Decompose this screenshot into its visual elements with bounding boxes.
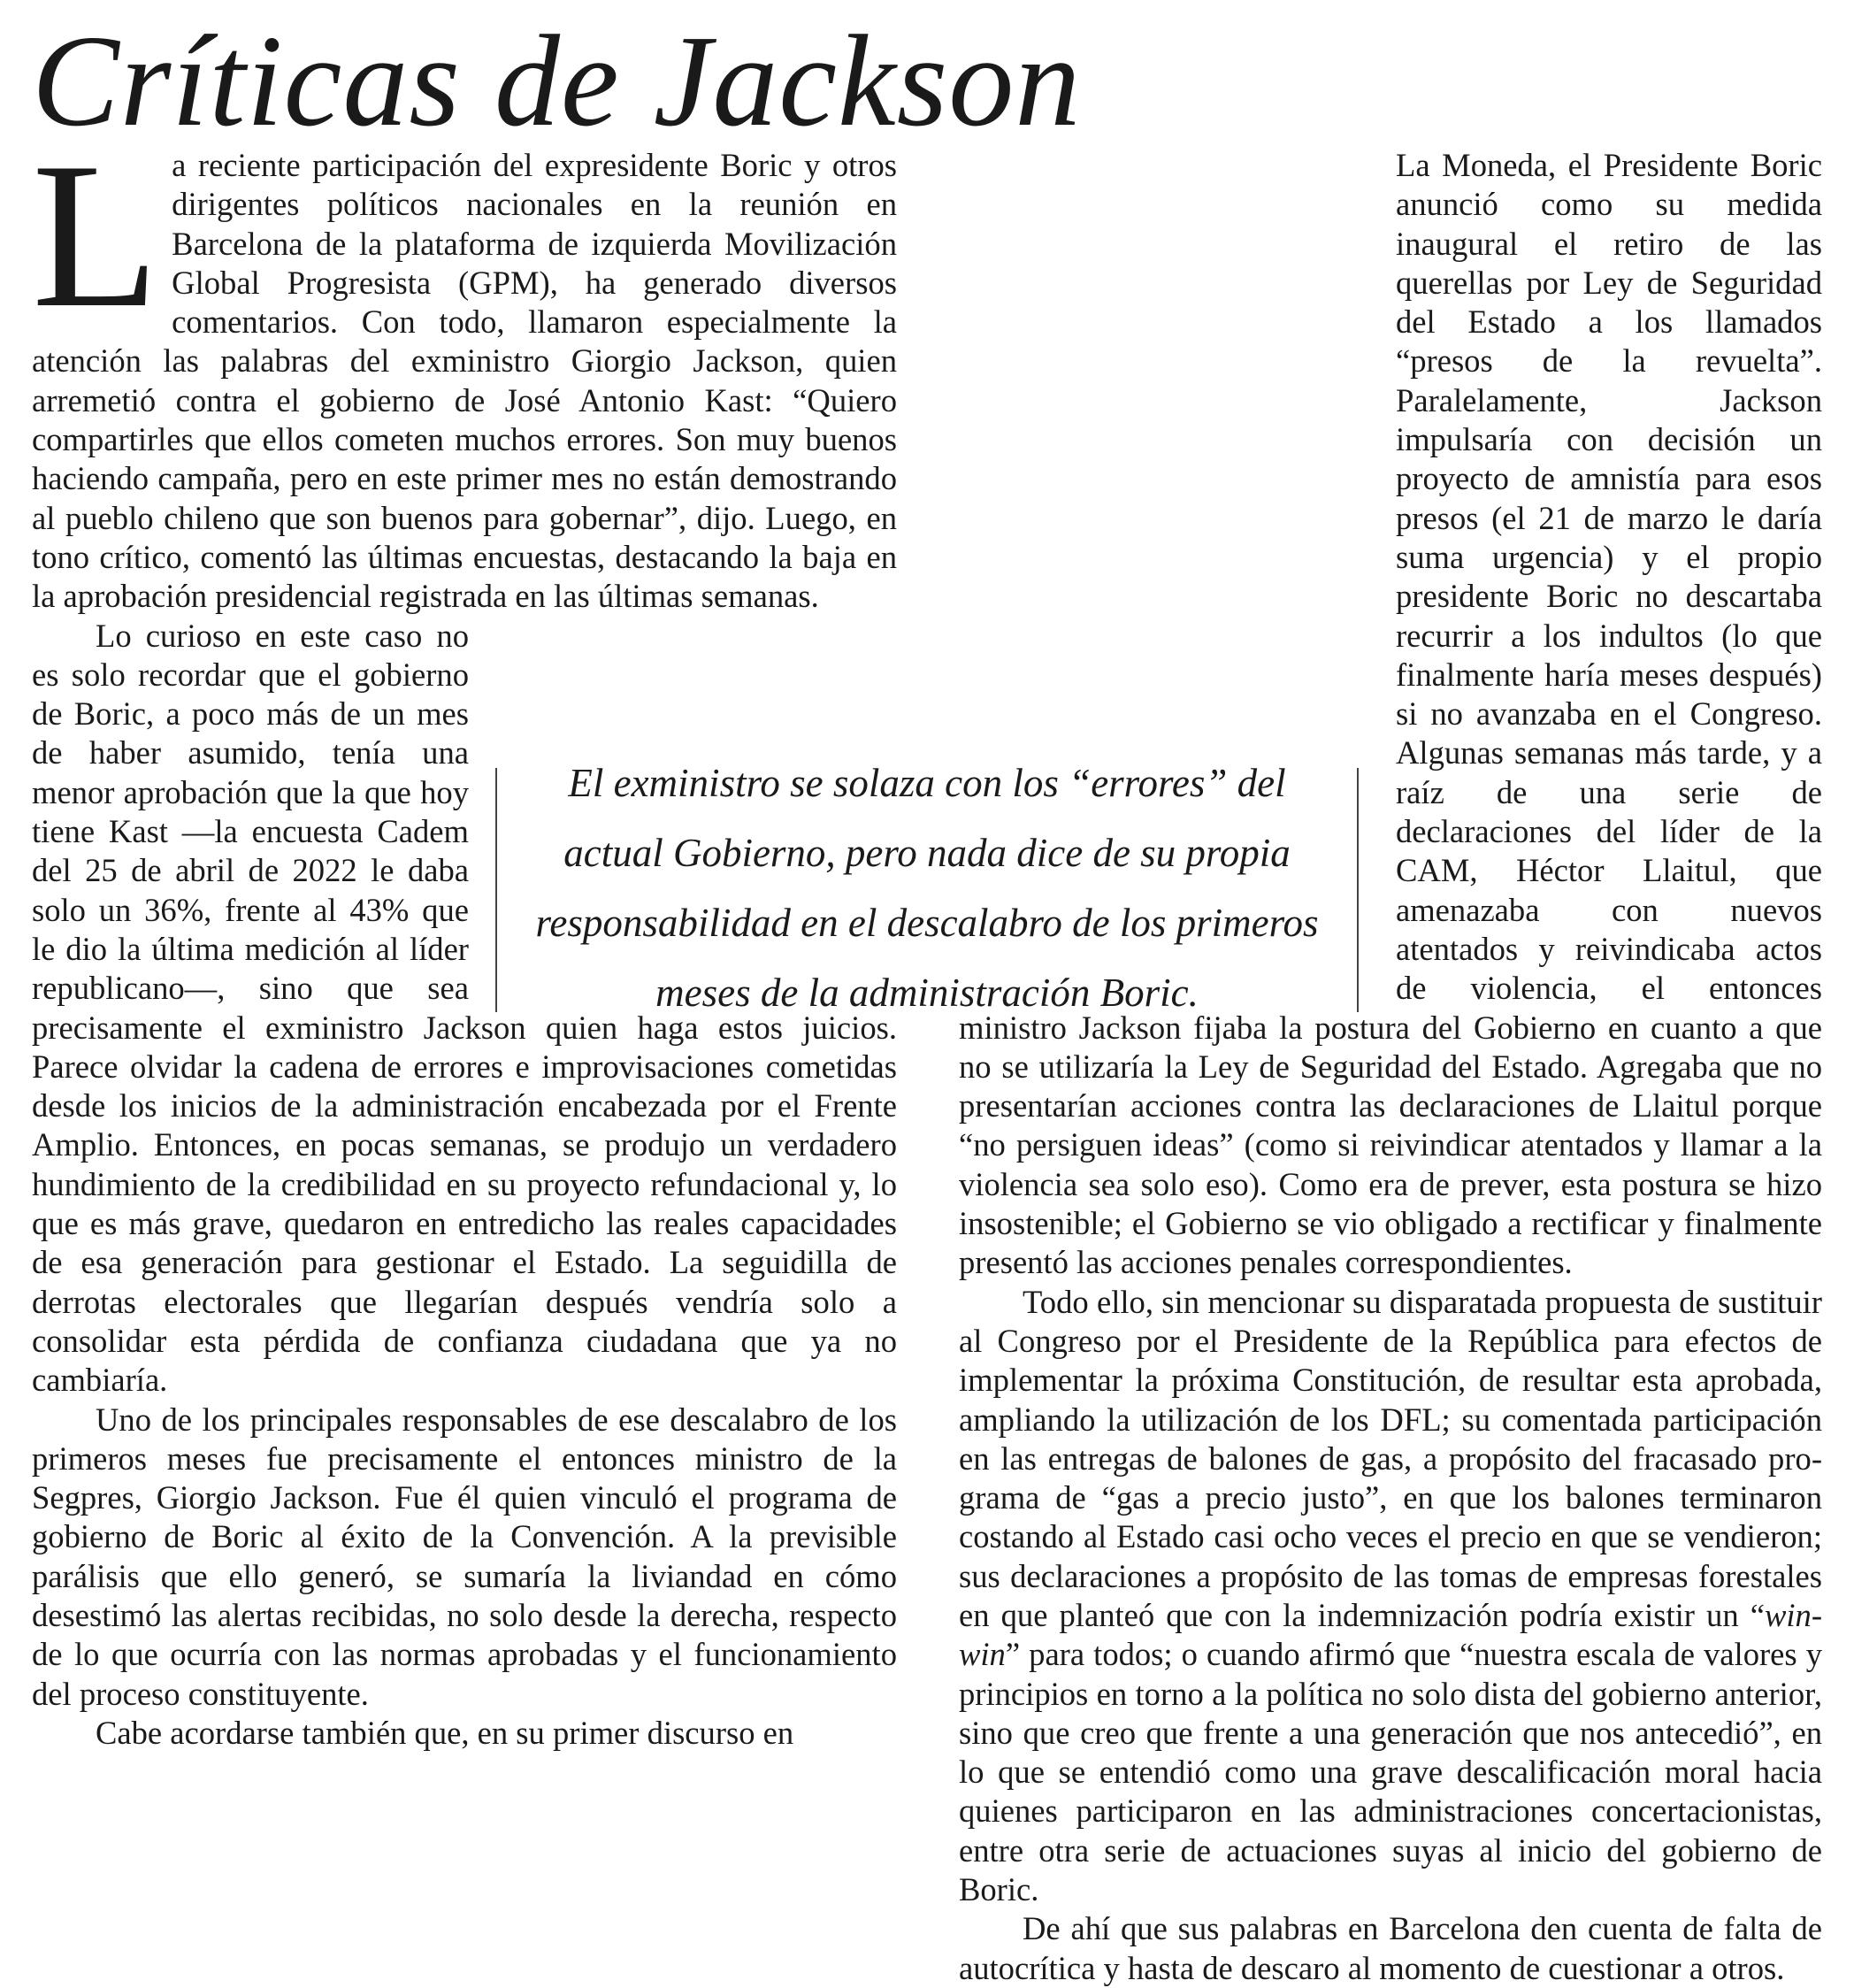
paragraph: La reciente participación del expresidente Boric y otros dirigentes políticos nacionales en la reunión en Barcelona de la plataforma de izquierda Movilización Global Progresista (GPM), ha generado diversos comentarios. Con todo, llamaron especialmente la atención las palabras del exministro Giorgio Jackson, quien arremetió contra el gobierno de José Antonio Kast: “Quiero compartirles que ellos cometen muchos errores. Son muy buenos haciendo campaña, pero en este primer mes no están demostrando al pueblo chileno que son buenos para gobernar”, dijo. Luego, en tono crítico, comentó las últimas encuestas, destacando la baja en la aprobación presidencial registrada en las últimas semanas. [32,120,897,615]
article-column-right [959,146,1822,1988]
paragraph: Cabe acordarse también que, en su primer discurso en [96,1714,794,1751]
paragraph: Todo ello, sin mencionar su disparatada propuesta de sustituir al Congreso por el Presidente de la República para efectos de implementar la próxima Constitución, de resultar esta aprobada, ampliando la utilización de los DFL; su comentada participación en las entregas de balones de gas, a propósito del fracasado programa de “gas a precio justo”, en que los balones terminaron costando al Estado casi ocho veces el precio en que se vendieron; sus declaraciones a propósito de las tomas de empresas forestales en que planteó que con la indemnización podría existir un “win-win” para todos; o cuando afirmó que “nuestra escala de valores y principios en torno a la política no solo dista del gobierno anterior, sino que creo que frente a una generación que nos antecedió”, en lo que se entendió como una grave descalificación moral hacia quienes participaron en las administraciones concertacionistas, entre otra serie de actuaciones suyas al inicio del gobierno de Boric. [959,1283,1822,1908]
paragraph: La Moneda, el Presidente Boric anunció como su medida inaugural el retiro de las querellas por Ley de Seguridad del Estado a los llamados “presos de la revuelta”. Paralelamente, Jackson impulsaría con decisión un proyecto de amnistía para esos presos (el 21 de marzo le daría suma urgencia) y el propio presidente Boric no descartaba recurrir a los indultos (lo que finalmente haría meses después) si no avanzaba en el Congreso. Algunas semanas más tarde, y a raíz de una serie de declaraciones del líder de la CAM, Héctor Llaitul, que amenazaba con nuevos atentados y reivindicaba actos de violencia, el entonces ministro Jackson fijaba la postura del Gobierno en cuanto a que no se utilizaría la Ley de Seguridad del Estado. Agregaba que no presentarían acciones contra las declaraciones de Llaitul porque “no persiguen ideas” (como si reivindicar atentados y llamar a la violencia sea solo eso). Como era de prever, esta postura se hizo insostenible; el Gobierno se vio obligado a rectificar y finalmente presentó las acciones penales correspondientes. [959,147,1822,1281]
paragraph: Uno de los principales responsables de ese descalabro de los primeros meses fue precisamente el entonces ministro de la Segpres, Giorgio Jackson. Fue él quien vinculó el programa de gobierno de Boric al éxito de la Convención. A la previsible parálisis que ello generó, se sumaría la liviandad en cómo desestimó las alertas recibidas, no solo desde la derecha, respecto de lo que ocurría con las normas aprobadas y el funcionamiento del proceso constituyente. [32,1401,897,1712]
pull-quote [495,761,1359,1015]
drop-cap: L [32,120,160,351]
pull-quote-text: El exministro se solaza con los “errores” del actual Gobierno, pero nada dice de su propia responsabilidad en el descalabro de los primeros meses de la administración Boric. [535,761,1319,1015]
article-title: Críticas de Jackson [32,9,1082,154]
paragraph: Lo curioso en este caso no es solo recordar que el gobierno de Boric, a poco más de un mes de haber asumido, tenía una menor aprobación que la que hoy tiene Kast —la encuesta Cadem del 25 de abril de 2022 le daba solo un 36%, frente al 43% que le dio la última medición al líder republicano—, sino que sea precisamente el exministro Jackson quien haga estos juicios. Parece olvidar la cadena de errores e improvisaciones cometidas desde los inicios de la administración encabezada por el Frente Amplio. Entonces, en pocas semanas, se produjo un verdadero hundimiento de la credibilidad en su proyecto refundacional y, lo que es más grave, quedaron en entredicho las reales capacidades de esa generación para gestionar el Estado. La seguidilla de derrotas electorales que llegarían después vendría solo a consolidar esta pérdida de confianza ciudadana que ya no cambiaría. [32,617,897,1399]
paragraph: De ahí que sus palabras en Barcelona den cuenta de falta de autocrítica y hasta de descaro al momento de cuestionar a otros. [959,1910,1822,1986]
